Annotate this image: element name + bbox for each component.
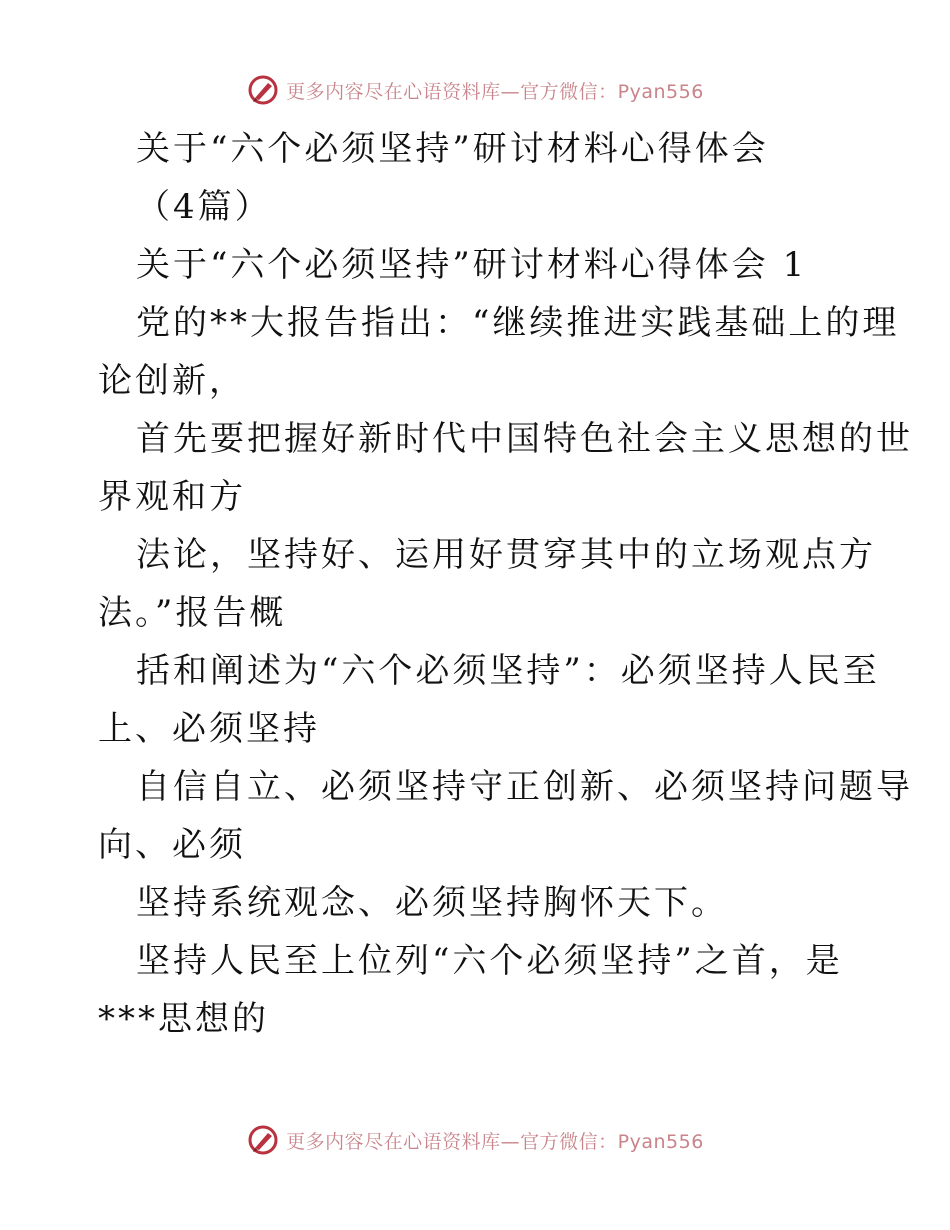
- banner-inner: [246, 1123, 704, 1157]
- doc-title-line-2: （4篇）: [136, 187, 272, 227]
- section-heading: 关于“六个必须坚持”研讨材料心得体会 1: [136, 245, 808, 285]
- pen-logo-icon: [246, 1123, 280, 1157]
- paragraph-line: 向、必须: [98, 825, 246, 865]
- paragraph-line: 括和阐述为“六个必须坚持”：必须坚持人民至: [136, 651, 880, 691]
- paragraph-line: ***思想的: [98, 999, 269, 1039]
- document-body: [98, 120, 913, 1048]
- paragraph-line: 法。”报告概: [98, 593, 287, 633]
- paragraph-line: 上、必须坚持: [98, 709, 320, 749]
- paragraph-line: 法论，坚持好、运用好贯穿其中的立场观点方: [136, 535, 876, 575]
- paragraph-line: 首先要把握好新时代中国特色社会主义思想的世: [136, 419, 913, 459]
- paragraph-line: 论创新，: [98, 361, 246, 401]
- doc-title-line-1: 关于“六个必须坚持”研讨材料心得体会: [136, 129, 769, 169]
- paragraph-line: 坚持系统观念、必须坚持胸怀天下。: [136, 883, 728, 923]
- pen-logo-icon: [246, 73, 280, 107]
- banner-inner: [246, 73, 704, 107]
- paragraph-line: 自信自立、必须坚持守正创新、必须坚持问题导: [136, 767, 913, 807]
- paragraph-line: 界观和方: [98, 477, 246, 517]
- paragraph-line: 党的**大报告指出：“继续推进实践基础上的理: [136, 303, 900, 343]
- footer-watermark-banner: [0, 1120, 950, 1160]
- header-banner-text: 更多内容尽在心语资料库—官方微信：Pyan556: [286, 80, 704, 103]
- header-watermark-banner: [0, 70, 950, 110]
- footer-banner-text: 更多内容尽在心语资料库—官方微信：Pyan556: [286, 1130, 704, 1153]
- paragraph-line: 坚持人民至上位列“六个必须坚持”之首，是: [136, 941, 843, 981]
